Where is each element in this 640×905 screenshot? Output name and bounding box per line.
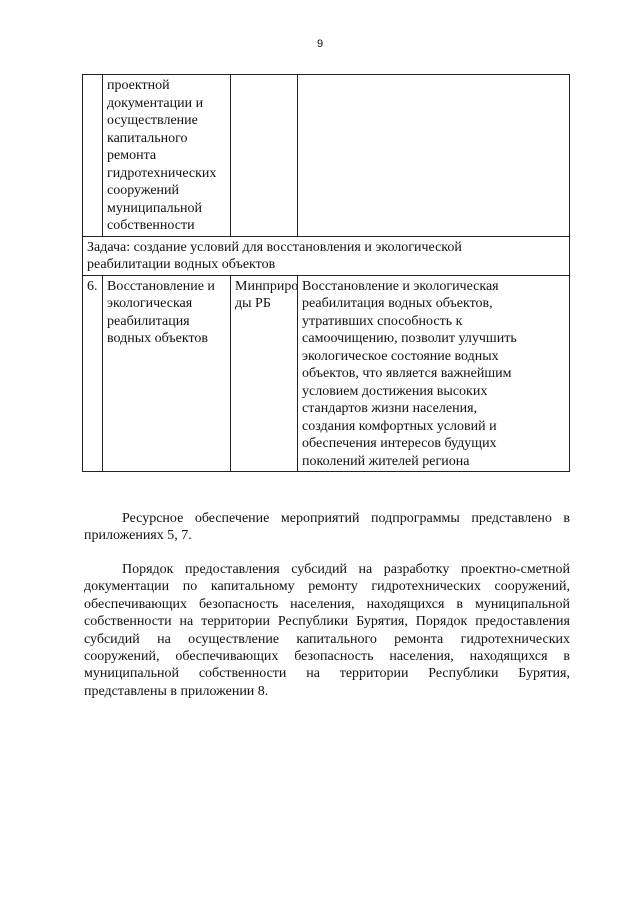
- text-line: гидротехнических: [107, 165, 217, 181]
- text-line: проектной: [107, 78, 170, 93]
- text-line: утративших способность к: [302, 313, 463, 329]
- table-row: [83, 275, 570, 472]
- page-number: 9: [316, 38, 324, 50]
- text-line: объектов, что является важнейшим: [302, 366, 512, 381]
- task-row: [83, 236, 570, 275]
- executor-cell: [231, 75, 298, 237]
- row-number-cell: [83, 75, 103, 237]
- text-line: Минприро: [235, 278, 299, 294]
- result-cell: [298, 75, 570, 237]
- text-line: реабилитации водных объектов: [87, 257, 276, 272]
- text-line: осуществление: [107, 113, 198, 128]
- row-number-cell: 6.: [83, 275, 103, 472]
- text-line: капитального: [107, 130, 188, 146]
- text-line: стандартов жизни населения,: [302, 401, 478, 416]
- text-line: водных объектов: [107, 331, 209, 346]
- text-line: экологическая: [107, 296, 193, 311]
- text-line: ды РБ: [235, 296, 271, 311]
- text-line: Восстановление и: [107, 278, 215, 294]
- text-line: собственности: [107, 218, 195, 233]
- text-line: поколений жителей региона: [302, 453, 470, 469]
- measure-name-cell: [103, 275, 231, 472]
- text-line: создания комфортных условий и: [302, 418, 497, 434]
- text-line: экологическое состояние водных: [302, 348, 499, 364]
- text-line: условием достижения высоких: [302, 383, 488, 399]
- text-line: реабилитация водных объектов,: [302, 296, 493, 311]
- text-line: ремонта: [107, 148, 157, 163]
- text-line: реабилитация: [107, 313, 190, 329]
- task-cell: [83, 236, 570, 275]
- measure-name-cell: [103, 75, 231, 237]
- text-line: Восстановление и экологическая: [302, 278, 499, 294]
- text-line: обеспечения интересов будущих: [302, 436, 497, 451]
- resource-paragraph: Ресурсное обеспечение мероприятий подпрограммы представлено в приложениях 5, 7.: [84, 511, 570, 544]
- measures-table: [82, 74, 570, 472]
- text-line: самоочищению, позволит улучшить: [302, 331, 517, 346]
- executor-cell: [231, 275, 298, 472]
- text-line: документации и: [107, 95, 204, 111]
- table-row: [83, 75, 570, 237]
- text-line: муниципальной: [107, 200, 203, 216]
- result-cell: [298, 275, 570, 472]
- text-line: сооружений: [107, 183, 180, 198]
- text-line: Задача: создание условий для восстановления и экологической: [87, 239, 462, 255]
- subsidy-procedure-paragraph: Порядок предоставления субсидий на разработку проектно-сметной документации по капитальному ремонту гидротехнических сооружений, обеспечивающих безопасность населения, находящихся в муниципальной собственности на территории Республики Бурятия, Порядок предоставления субсидий на осуществление капитального ремонта гидротехнических сооружений, обеспечивающих безопасность населения, находящихся в муниципальной собственности на территории Республики Бурятия, представлены в приложении 8.: [84, 562, 570, 699]
